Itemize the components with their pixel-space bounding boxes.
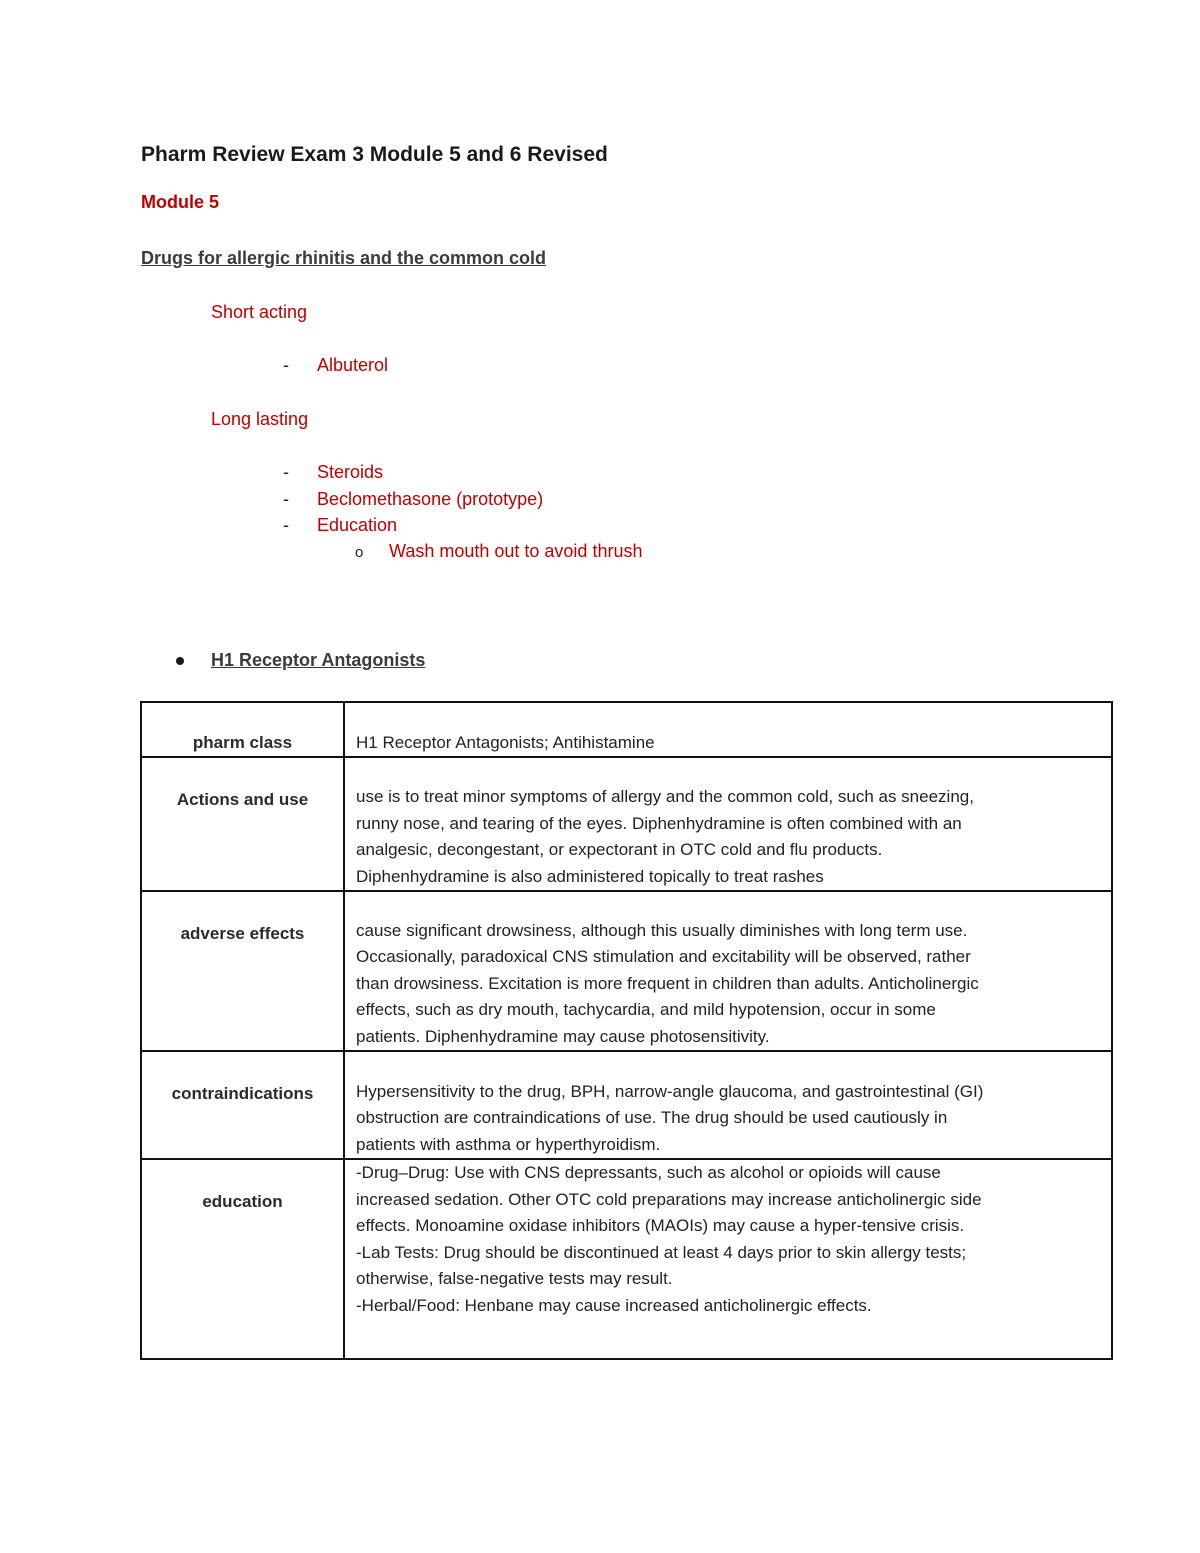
cell-line: cause significant drowsiness, although this usually diminishes with long term use. (356, 920, 968, 940)
row-value-adverse-effects (344, 891, 1112, 1051)
list-item-education: Education (317, 515, 398, 535)
list-item-steroids: Steroids (317, 462, 384, 482)
h1-antagonists-heading: H1 Receptor Antagonists (211, 650, 426, 670)
module-heading: Module 5 (141, 192, 220, 212)
cell-line: increased sedation. Other OTC cold preparations may increase anticholinergic side (356, 1189, 982, 1209)
cell-line: patients with asthma or hyperthyroidism. (356, 1134, 661, 1154)
dash-marker: - (283, 515, 289, 535)
row-label-adverse-effects: adverse effects (141, 891, 344, 1051)
table-row (141, 1051, 1112, 1159)
long-lasting-heading: Long lasting (211, 409, 309, 429)
cell-line: analgesic, decongestant, or expectorant in OTC cold and flu products. (356, 840, 883, 859)
section-heading: Drugs for allergic rhinitis and the common cold (141, 248, 547, 268)
cell-line: than drowsiness. Excitation is more frequent in children than adults. Anticholinergic (356, 973, 979, 993)
cell-line: Occasionally, paradoxical CNS stimulation and excitability will be observed, rather (356, 947, 971, 966)
cell-line: runny nose, and tearing of the eyes. Diphenhydramine is often combined with an (356, 813, 962, 833)
row-value-contraindications (344, 1051, 1112, 1159)
cell-line: Diphenhydramine is also administered topically to treat rashes (356, 866, 824, 886)
row-value-actions-and-use (344, 757, 1112, 891)
short-acting-heading: Short acting (211, 302, 308, 322)
drug-info-table (140, 701, 1113, 1360)
row-value-education (344, 1159, 1112, 1359)
cell-line: effects, such as dry mouth, tachycardia, and mild hypotension, occur in some (356, 1000, 936, 1019)
cell-line: -Herbal/Food: Henbane may cause increased anticholinergic effects. (356, 1295, 872, 1315)
cell-line: obstruction are contraindications of use. The drug should be used cautiously in (356, 1108, 948, 1127)
document-title: Pharm Review Exam 3 Module 5 and 6 Revised (141, 143, 608, 166)
cell-line: -Lab Tests: Drug should be discontinued at least 4 days prior to skin allergy tests; (356, 1242, 967, 1262)
table-row (141, 1159, 1112, 1359)
row-label-contraindications: contraindications (141, 1051, 344, 1159)
bullet-icon (176, 657, 184, 665)
row-label-pharm-class: pharm class (141, 702, 344, 757)
cell-line: otherwise, false-negative tests may result. (356, 1269, 673, 1288)
dash-marker: - (283, 462, 289, 482)
row-value-pharm-class (344, 702, 1112, 757)
dash-marker: - (283, 489, 289, 509)
row-label-education: education (141, 1159, 344, 1359)
list-item-albuterol: Albuterol (317, 355, 389, 375)
cell-line: H1 Receptor Antagonists; Antihistamine (356, 732, 655, 752)
cell-line: -Drug–Drug: Use with CNS depressants, such as alcohol or opioids will cause (356, 1163, 941, 1182)
cell-line: Hypersensitivity to the drug, BPH, narrow-angle glaucoma, and gastrointestinal (GI) (356, 1081, 984, 1101)
cell-line: patients. Diphenhydramine may cause photosensitivity. (356, 1026, 770, 1046)
circle-marker: o (355, 544, 364, 561)
table-row (141, 891, 1112, 1051)
sub-list-item-wash-mouth: Wash mouth out to avoid thrush (389, 541, 643, 561)
dash-marker: - (283, 355, 289, 375)
row-label-actions-and-use: Actions and use (141, 757, 344, 891)
cell-line: effects. Monoamine oxidase inhibitors (MAOIs) may cause a hyper-tensive crisis. (356, 1216, 965, 1235)
table-row (141, 757, 1112, 891)
list-item-beclomethasone: Beclomethasone (prototype) (317, 489, 544, 509)
cell-line: use is to treat minor symptoms of allergy and the common cold, such as sneezing, (356, 787, 974, 806)
table-row (141, 702, 1112, 757)
